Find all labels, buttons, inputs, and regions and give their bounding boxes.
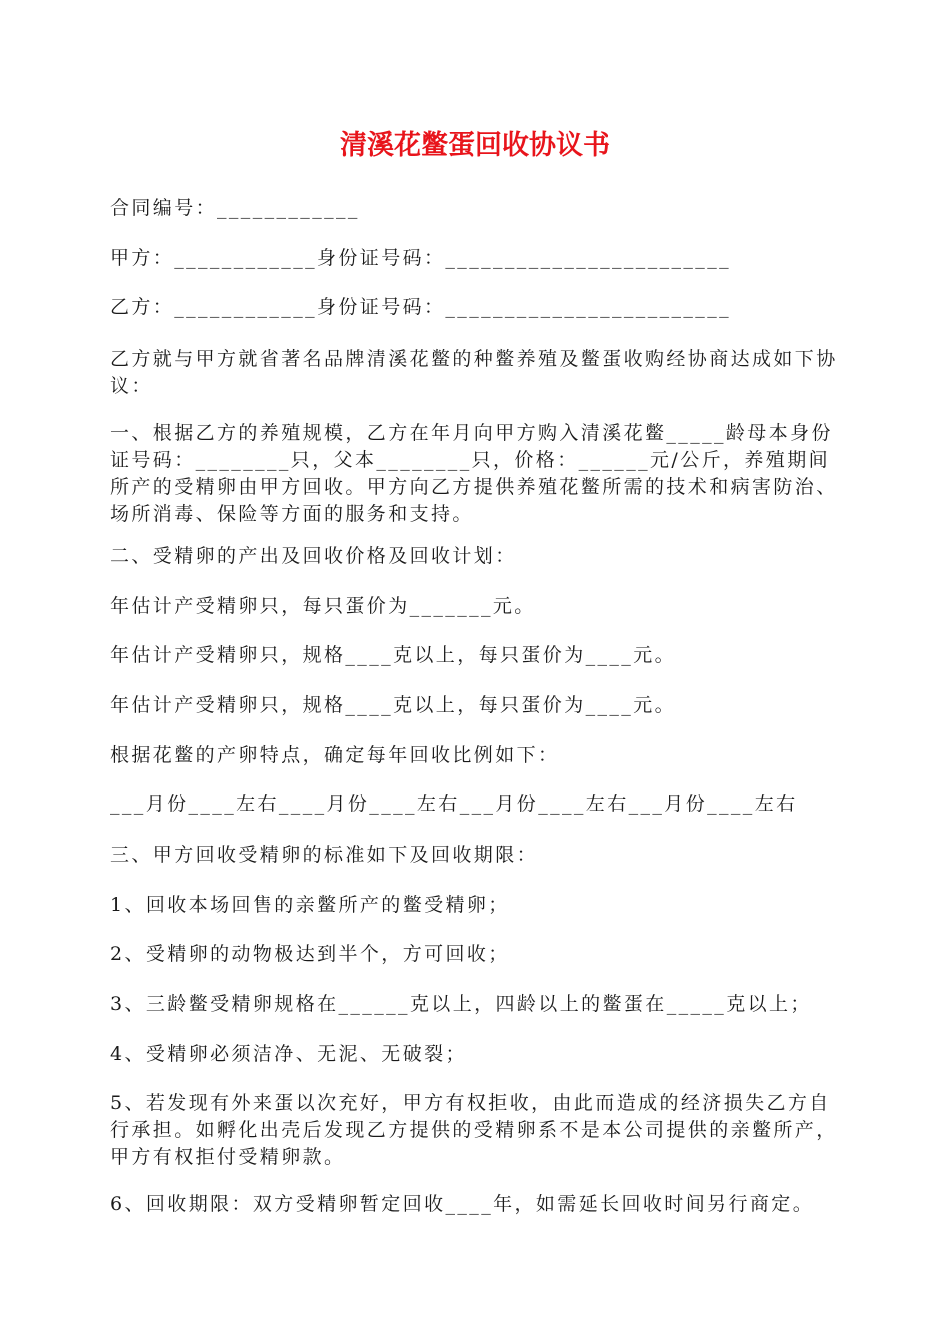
document-title: 清溪花鳖蛋回收协议书 — [340, 130, 610, 161]
clause-2-heading: 二、受精卵的产出及回收价格及回收计划： — [110, 545, 517, 567]
clause-3-heading: 三、甲方回收受精卵的标准如下及回收期限： — [110, 844, 539, 866]
standard-item-2: 2、受精卵的动物极达到半个，方可回收； — [110, 943, 510, 965]
standard-item-5: 5、若发现有外来蛋以次充好，甲方有权拒收，由此而造成的经济损失乙方自行承担。如孵化出壳后发现乙方提供的受精卵系不是本公司提供的亲鳖所产，甲方有权拒付受精卵款。 — [110, 1092, 838, 1168]
ratio-schedule-line: ___月份____左右____月份____左右___月份____左右___月份____左右 — [110, 793, 798, 815]
standard-item-4: 4、受精卵必须洁净、无泥、无破裂； — [110, 1043, 467, 1065]
ratio-intro-line: 根据花鳖的产卵特点，确定每年回收比例如下： — [110, 744, 560, 766]
estimate-line-1: 年估计产受精卵只，每只蛋价为_______元。 — [110, 595, 536, 617]
estimate-line-3: 年估计产受精卵只，规格____克以上，每只蛋价为____元。 — [110, 694, 677, 716]
party-b-line: 乙方：____________身份证号码：________________________ — [110, 296, 732, 318]
clause-1-paragraph: 一、根据乙方的养殖规模，乙方在年月向甲方购入清溪花鳖_____龄母本身份证号码：________只，父本________只，价格：______元/公斤，养殖期间所产的受精卵由甲方回收。甲方向乙方提供养殖花鳖所需的技术和病害防治、场所消毒、保险等方面的服务和支持。 — [110, 422, 838, 525]
party-a-line: 甲方：____________身份证号码：________________________ — [110, 247, 732, 269]
standard-item-1: 1、回收本场回售的亲鳖所产的鳖受精卵； — [110, 894, 510, 916]
standard-item-3: 3、三龄鳖受精卵规格在______克以上，四龄以上的鳖蛋在_____克以上； — [110, 993, 812, 1015]
intro-paragraph: 乙方就与甲方就省著名品牌清溪花鳖的种鳖养殖及鳖蛋收购经协商达成如下协议： — [110, 348, 838, 397]
estimate-line-2: 年估计产受精卵只，规格____克以上，每只蛋价为____元。 — [110, 644, 677, 666]
contract-number-line: 合同编号：____________ — [110, 197, 360, 219]
standard-item-6: 6、回收期限：双方受精卵暂定回收____年，如需延长回收时间另行商定。 — [110, 1193, 815, 1215]
